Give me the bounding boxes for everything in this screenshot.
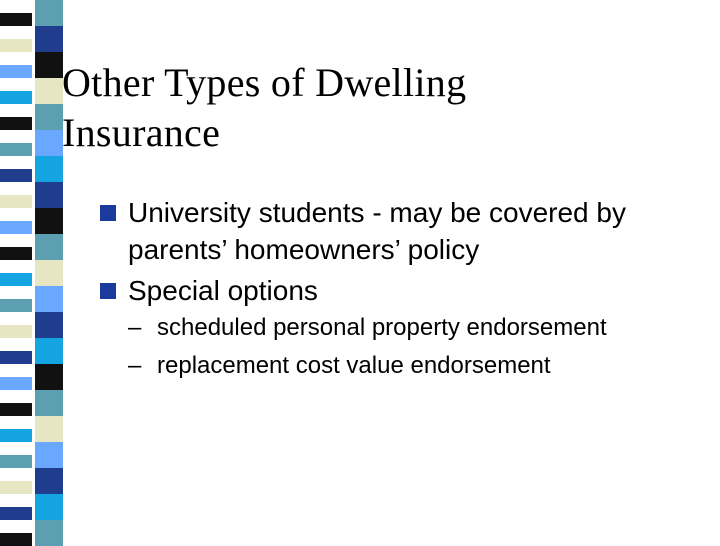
decorative-stripe-block [35,520,63,546]
bullet-text: University students - may be covered by parents’ homeowners’ policy [128,197,626,265]
slide-title-line-1: Other Types of Dwelling [62,60,467,105]
decorative-stripe-block [35,312,63,338]
decorative-stripe-block [0,325,32,338]
decorative-stripe-block [35,416,63,442]
decorative-stripe-block [35,390,63,416]
decorative-stripe-block [0,39,32,52]
decorative-stripe-block [0,273,32,286]
decorative-stripe-block [35,260,63,286]
decorative-stripe-border [0,0,63,540]
bullet-item [98,194,708,268]
decorative-stripe-block [0,299,32,312]
decorative-stripe-block [0,195,32,208]
bullet-item [98,272,708,309]
sub-bullet-item [98,313,708,343]
slide-title [62,58,702,158]
decorative-stripe-block [35,442,63,468]
decorative-stripe-block [35,234,63,260]
decorative-stripe-block [35,338,63,364]
decorative-stripe-block [35,286,63,312]
decorative-stripe-block [0,65,32,78]
slide-body [98,194,708,389]
dash-bullet-icon: – [128,352,142,379]
decorative-stripe-block [0,507,32,520]
decorative-stripe-block [0,377,32,390]
decorative-stripe-block [0,481,32,494]
decorative-stripe-block [0,429,32,442]
decorative-stripe-block [0,143,32,156]
decorative-stripe-block [0,351,32,364]
decorative-stripe-block [0,455,32,468]
decorative-stripe-block [35,494,63,520]
slide-title-line-2: Insurance [62,110,221,155]
decorative-stripe-block [0,169,32,182]
square-bullet-icon [100,205,116,221]
decorative-stripe-block [0,221,32,234]
decorative-stripe-block [35,104,63,130]
decorative-stripe-block [0,247,32,260]
decorative-stripe-block [35,208,63,234]
decorative-stripe-block [35,78,63,104]
decorative-stripe-block [35,182,63,208]
decorative-stripe-block [35,52,63,78]
square-bullet-icon [100,283,116,299]
decorative-stripe-block [35,468,63,494]
decorative-stripe-block [35,0,63,26]
decorative-stripe-block [0,91,32,104]
sub-bullet-text: replacement cost value endorsement [157,352,551,379]
bullet-text: Special options [128,275,318,306]
sub-bullet-item [98,351,708,381]
decorative-stripe-block [35,26,63,52]
decorative-stripe-block [35,130,63,156]
decorative-stripe-block [0,117,32,130]
sub-bullet-text: scheduled personal property endorsement [157,314,607,341]
decorative-stripe-block [0,403,32,416]
decorative-stripe-block [35,156,63,182]
dash-bullet-icon: – [128,314,142,341]
decorative-stripe-block [0,13,32,26]
decorative-stripe-block [35,364,63,390]
